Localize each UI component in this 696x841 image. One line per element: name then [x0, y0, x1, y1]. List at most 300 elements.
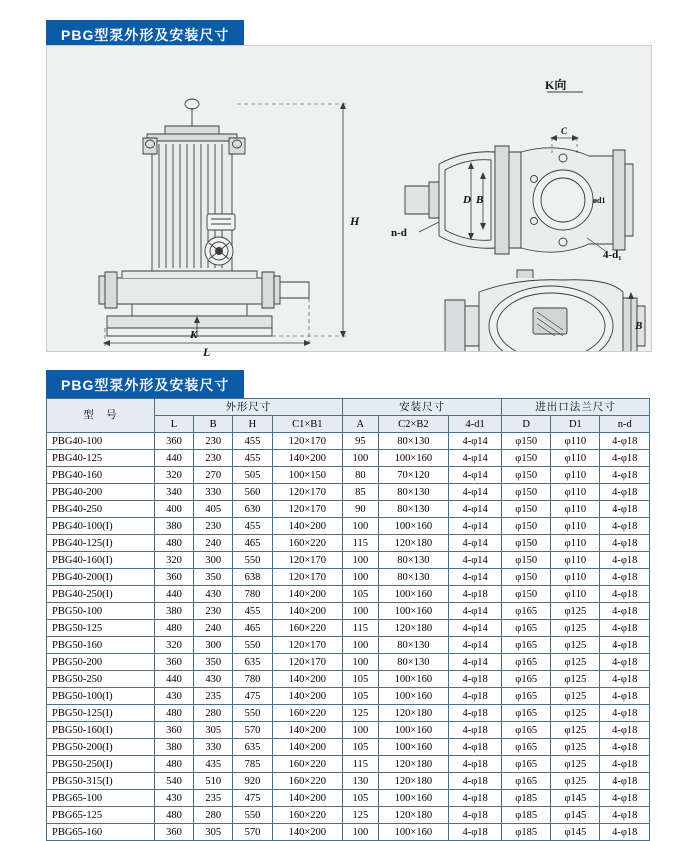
cell-c1b1: 160×220 — [272, 620, 343, 637]
header-col-h: H — [233, 416, 272, 433]
cell-c2b2: 70×120 — [378, 467, 449, 484]
cell-4d1: 4-φ14 — [449, 484, 502, 501]
cell-c1b1: 100×150 — [272, 467, 343, 484]
cell-l: 360 — [154, 569, 193, 586]
table-row — [47, 501, 650, 518]
header-col-c1b1: C1×B1 — [272, 416, 343, 433]
cell-4d1: 4-φ14 — [449, 620, 502, 637]
cell-c1b1: 140×200 — [272, 603, 343, 620]
cell-c2b2: 100×160 — [378, 518, 449, 535]
cell-a: 100 — [343, 603, 379, 620]
cell-c1b1: 160×220 — [272, 705, 343, 722]
header-col-d: D — [502, 416, 551, 433]
cell-c2b2: 100×160 — [378, 790, 449, 807]
cell-4d1: 4-φ14 — [449, 535, 502, 552]
cell-model: PBG50-100 — [47, 603, 155, 620]
cell-d1: φ145 — [551, 790, 600, 807]
cell-h: 570 — [233, 824, 272, 841]
label-n-d: n-d — [391, 227, 407, 239]
table-head — [47, 399, 650, 433]
cell-d1: φ125 — [551, 705, 600, 722]
cell-model: PBG40-160 — [47, 467, 155, 484]
table-row — [47, 722, 650, 739]
cell-l: 360 — [154, 433, 193, 450]
cell-model: PBG40-200 — [47, 484, 155, 501]
cell-l: 320 — [154, 552, 193, 569]
cell-a: 115 — [343, 756, 379, 773]
cell-4d1: 4-φ18 — [449, 722, 502, 739]
label-k-arrow: K — [190, 329, 198, 341]
cell-c1b1: 140×200 — [272, 671, 343, 688]
cell-4d1: 4-φ18 — [449, 807, 502, 824]
cell-b: 305 — [194, 824, 233, 841]
cell-h: 465 — [233, 620, 272, 637]
cell-h: 455 — [233, 450, 272, 467]
cell-a: 115 — [343, 535, 379, 552]
cell-model: PBG65-160 — [47, 824, 155, 841]
header-col-c2b2: C2×B2 — [378, 416, 449, 433]
cell-nd: 4-φ18 — [600, 688, 650, 705]
cell-model: PBG50-100(I) — [47, 688, 155, 705]
cell-b: 430 — [194, 671, 233, 688]
cell-model: PBG40-250(I) — [47, 586, 155, 603]
cell-h: 630 — [233, 501, 272, 518]
cell-d1: φ125 — [551, 620, 600, 637]
cell-l: 430 — [154, 688, 193, 705]
cell-model: PBG50-250 — [47, 671, 155, 688]
cell-a: 105 — [343, 739, 379, 756]
cell-c2b2: 100×160 — [378, 450, 449, 467]
cell-4d1: 4-φ14 — [449, 637, 502, 654]
cell-d: φ165 — [502, 705, 551, 722]
cell-model: PBG40-250 — [47, 501, 155, 518]
cell-d: φ165 — [502, 620, 551, 637]
header-flange-group: 进出口法兰尺寸 — [502, 399, 650, 416]
cell-h: 550 — [233, 552, 272, 569]
cell-h: 560 — [233, 484, 272, 501]
cell-c1b1: 160×220 — [272, 756, 343, 773]
cell-a: 105 — [343, 671, 379, 688]
header-col-4d1: 4-d1 — [449, 416, 502, 433]
cell-d: φ150 — [502, 552, 551, 569]
cell-4d1: 4-φ18 — [449, 790, 502, 807]
cell-4d1: 4-φ18 — [449, 688, 502, 705]
cell-h: 780 — [233, 586, 272, 603]
cell-l: 340 — [154, 484, 193, 501]
header-outline-group: 外形尺寸 — [154, 399, 342, 416]
cell-c1b1: 140×200 — [272, 722, 343, 739]
cell-a: 115 — [343, 620, 379, 637]
cell-d1: φ145 — [551, 807, 600, 824]
cell-b: 305 — [194, 722, 233, 739]
cell-h: 455 — [233, 518, 272, 535]
cell-model: PBG65-125 — [47, 807, 155, 824]
table-row — [47, 484, 650, 501]
cell-a: 80 — [343, 467, 379, 484]
cell-l: 320 — [154, 467, 193, 484]
drawing-panel — [46, 45, 652, 359]
cell-model: PBG50-125 — [47, 620, 155, 637]
table-row — [47, 773, 650, 790]
cell-b: 300 — [194, 552, 233, 569]
cell-h: 505 — [233, 467, 272, 484]
cell-h: 455 — [233, 433, 272, 450]
cell-a: 100 — [343, 518, 379, 535]
cell-c1b1: 120×170 — [272, 501, 343, 518]
label-b-plan: B — [635, 320, 643, 332]
table-row — [47, 790, 650, 807]
cell-model: PBG40-125 — [47, 450, 155, 467]
cell-c1b1: 120×170 — [272, 569, 343, 586]
cell-b: 330 — [194, 484, 233, 501]
cell-a: 125 — [343, 705, 379, 722]
cell-d1: φ110 — [551, 501, 600, 518]
cell-l: 440 — [154, 450, 193, 467]
cell-l: 380 — [154, 603, 193, 620]
cell-c2b2: 120×180 — [378, 807, 449, 824]
cell-4d1: 4-φ14 — [449, 518, 502, 535]
cell-d1: φ110 — [551, 484, 600, 501]
cell-c2b2: 80×130 — [378, 569, 449, 586]
label-d1-small: ød1 — [593, 196, 606, 205]
dimensions-table-wrapper — [46, 398, 650, 841]
cell-b: 240 — [194, 535, 233, 552]
cell-l: 480 — [154, 620, 193, 637]
cell-c2b2: 120×180 — [378, 773, 449, 790]
cell-c1b1: 140×200 — [272, 790, 343, 807]
cell-model: PBG50-160(I) — [47, 722, 155, 739]
label-h: H — [350, 214, 360, 228]
cell-h: 635 — [233, 654, 272, 671]
table-body — [47, 433, 650, 841]
table-row — [47, 535, 650, 552]
cell-b: 240 — [194, 620, 233, 637]
cell-d1: φ110 — [551, 467, 600, 484]
cell-4d1: 4-φ14 — [449, 467, 502, 484]
table-row — [47, 756, 650, 773]
cell-c2b2: 120×180 — [378, 535, 449, 552]
cell-nd: 4-φ18 — [600, 603, 650, 620]
cell-l: 360 — [154, 654, 193, 671]
cell-model: PBG65-100 — [47, 790, 155, 807]
cell-a: 100 — [343, 637, 379, 654]
cell-a: 100 — [343, 450, 379, 467]
cell-l: 320 — [154, 637, 193, 654]
cell-b: 435 — [194, 756, 233, 773]
cell-a: 85 — [343, 484, 379, 501]
table-row — [47, 433, 650, 450]
cell-a: 105 — [343, 688, 379, 705]
cell-4d1: 4-φ18 — [449, 773, 502, 790]
cell-b: 350 — [194, 654, 233, 671]
cell-4d1: 4-φ18 — [449, 671, 502, 688]
cell-a: 130 — [343, 773, 379, 790]
cell-model: PBG40-125(I) — [47, 535, 155, 552]
cell-nd: 4-φ18 — [600, 620, 650, 637]
label-l: L — [203, 345, 211, 359]
cell-d1: φ125 — [551, 671, 600, 688]
table-row — [47, 824, 650, 841]
cell-c1b1: 120×170 — [272, 654, 343, 671]
cell-d1: φ125 — [551, 756, 600, 773]
cell-b: 230 — [194, 603, 233, 620]
cell-d: φ165 — [502, 756, 551, 773]
cell-l: 360 — [154, 824, 193, 841]
cell-a: 100 — [343, 654, 379, 671]
cell-l: 480 — [154, 756, 193, 773]
cell-c2b2: 100×160 — [378, 722, 449, 739]
cell-l: 440 — [154, 671, 193, 688]
cell-l: 430 — [154, 790, 193, 807]
cell-c1b1: 160×220 — [272, 773, 343, 790]
cell-b: 230 — [194, 518, 233, 535]
cell-l: 440 — [154, 586, 193, 603]
cell-model: PBG50-200(I) — [47, 739, 155, 756]
cell-model: PBG50-250(I) — [47, 756, 155, 773]
cell-d1: φ110 — [551, 586, 600, 603]
cell-a: 90 — [343, 501, 379, 518]
cell-nd: 4-φ18 — [600, 739, 650, 756]
cell-h: 465 — [233, 535, 272, 552]
cell-a: 105 — [343, 586, 379, 603]
cell-model: PBG40-100(I) — [47, 518, 155, 535]
cell-d: φ150 — [502, 501, 551, 518]
cell-h: 638 — [233, 569, 272, 586]
table-group-header-row — [47, 399, 650, 416]
header-col-b: B — [194, 416, 233, 433]
cell-b: 430 — [194, 586, 233, 603]
cell-nd: 4-φ18 — [600, 807, 650, 824]
cell-d1: φ145 — [551, 824, 600, 841]
cell-d: φ165 — [502, 688, 551, 705]
cell-nd: 4-φ18 — [600, 433, 650, 450]
cell-d1: φ110 — [551, 552, 600, 569]
cell-h: 475 — [233, 790, 272, 807]
cell-4d1: 4-φ18 — [449, 586, 502, 603]
cell-c1b1: 120×170 — [272, 552, 343, 569]
cell-l: 480 — [154, 705, 193, 722]
cell-nd: 4-φ18 — [600, 450, 650, 467]
header-install-group: 安装尺寸 — [343, 399, 502, 416]
cell-nd: 4-φ18 — [600, 671, 650, 688]
cell-d1: φ125 — [551, 654, 600, 671]
cell-d: φ165 — [502, 654, 551, 671]
cell-a: 95 — [343, 433, 379, 450]
cell-h: 570 — [233, 722, 272, 739]
cell-h: 785 — [233, 756, 272, 773]
cell-4d1: 4-φ18 — [449, 739, 502, 756]
label-b-kview: B — [476, 194, 484, 206]
cell-l: 360 — [154, 722, 193, 739]
cell-4d1: 4-φ14 — [449, 569, 502, 586]
cell-c2b2: 100×160 — [378, 603, 449, 620]
cell-c1b1: 140×200 — [272, 518, 343, 535]
cell-d: φ165 — [502, 603, 551, 620]
cell-c1b1: 160×220 — [272, 807, 343, 824]
cell-model: PBG40-200(I) — [47, 569, 155, 586]
cell-d1: φ125 — [551, 603, 600, 620]
cell-h: 475 — [233, 688, 272, 705]
cell-d1: φ125 — [551, 739, 600, 756]
table-row — [47, 807, 650, 824]
cell-a: 125 — [343, 807, 379, 824]
cell-c2b2: 80×130 — [378, 552, 449, 569]
cell-h: 455 — [233, 603, 272, 620]
cell-b: 405 — [194, 501, 233, 518]
cell-nd: 4-φ18 — [600, 824, 650, 841]
cell-c2b2: 100×160 — [378, 671, 449, 688]
cell-h: 550 — [233, 705, 272, 722]
cell-d: φ165 — [502, 773, 551, 790]
cell-nd: 4-φ18 — [600, 790, 650, 807]
cell-c2b2: 120×180 — [378, 756, 449, 773]
cell-d1: φ110 — [551, 535, 600, 552]
table-row — [47, 467, 650, 484]
cell-b: 510 — [194, 773, 233, 790]
cell-4d1: 4-φ18 — [449, 824, 502, 841]
cell-l: 400 — [154, 501, 193, 518]
table-row — [47, 688, 650, 705]
cell-c2b2: 80×130 — [378, 484, 449, 501]
table-row — [47, 603, 650, 620]
cell-b: 350 — [194, 569, 233, 586]
cell-b: 300 — [194, 637, 233, 654]
section-title-drawing: PBG型泵外形及安装尺寸 — [46, 20, 244, 51]
cell-d1: φ125 — [551, 688, 600, 705]
cell-c2b2: 80×130 — [378, 637, 449, 654]
table-row — [47, 671, 650, 688]
cell-h: 550 — [233, 637, 272, 654]
table-row — [47, 569, 650, 586]
cell-a: 100 — [343, 824, 379, 841]
cell-4d1: 4-φ14 — [449, 603, 502, 620]
label-d-kview: D — [463, 194, 471, 206]
cell-d: φ150 — [502, 586, 551, 603]
cell-l: 480 — [154, 807, 193, 824]
cell-4d1: 4-φ18 — [449, 705, 502, 722]
cell-h: 550 — [233, 807, 272, 824]
table-row — [47, 654, 650, 671]
cell-model: PBG40-100 — [47, 433, 155, 450]
cell-nd: 4-φ18 — [600, 501, 650, 518]
cell-d1: φ110 — [551, 569, 600, 586]
cell-c2b2: 100×160 — [378, 739, 449, 756]
cell-c2b2: 100×160 — [378, 688, 449, 705]
cell-h: 920 — [233, 773, 272, 790]
cell-d: φ150 — [502, 433, 551, 450]
cell-c2b2: 80×130 — [378, 654, 449, 671]
cell-a: 105 — [343, 790, 379, 807]
cell-h: 635 — [233, 739, 272, 756]
cell-4d1: 4-φ14 — [449, 450, 502, 467]
cell-d: φ185 — [502, 790, 551, 807]
cell-l: 380 — [154, 739, 193, 756]
cell-nd: 4-φ18 — [600, 535, 650, 552]
cell-4d1: 4-φ14 — [449, 501, 502, 518]
table-row — [47, 518, 650, 535]
cell-d1: φ125 — [551, 773, 600, 790]
cell-d: φ165 — [502, 739, 551, 756]
cell-c1b1: 120×170 — [272, 484, 343, 501]
cell-d: φ150 — [502, 569, 551, 586]
cell-4d1: 4-φ14 — [449, 433, 502, 450]
cell-b: 330 — [194, 739, 233, 756]
cell-c2b2: 100×160 — [378, 824, 449, 841]
cell-h: 780 — [233, 671, 272, 688]
section-title-table: PBG型泵外形及安装尺寸 — [46, 370, 244, 401]
cell-model: PBG50-160 — [47, 637, 155, 654]
cell-nd: 4-φ18 — [600, 722, 650, 739]
cell-b: 270 — [194, 467, 233, 484]
cell-c1b1: 120×170 — [272, 433, 343, 450]
cell-d: φ150 — [502, 450, 551, 467]
cell-nd: 4-φ18 — [600, 773, 650, 790]
cell-d: φ150 — [502, 467, 551, 484]
cell-4d1: 4-φ18 — [449, 756, 502, 773]
cell-b: 235 — [194, 688, 233, 705]
table-row — [47, 552, 650, 569]
cell-b: 280 — [194, 807, 233, 824]
cell-d1: φ110 — [551, 450, 600, 467]
cell-c2b2: 80×130 — [378, 501, 449, 518]
cell-c1b1: 160×220 — [272, 535, 343, 552]
label-c-small: C — [561, 126, 568, 136]
cell-4d1: 4-φ14 — [449, 552, 502, 569]
label-4-d1: 4-d₁ — [603, 249, 622, 261]
cell-l: 380 — [154, 518, 193, 535]
cell-model: PBG50-200 — [47, 654, 155, 671]
cell-4d1: 4-φ14 — [449, 654, 502, 671]
cell-b: 280 — [194, 705, 233, 722]
table-row — [47, 586, 650, 603]
cell-nd: 4-φ18 — [600, 654, 650, 671]
cell-nd: 4-φ18 — [600, 552, 650, 569]
cell-d: φ185 — [502, 824, 551, 841]
cell-nd: 4-φ18 — [600, 637, 650, 654]
cell-c1b1: 140×200 — [272, 586, 343, 603]
cell-c2b2: 80×130 — [378, 433, 449, 450]
table-row — [47, 705, 650, 722]
cell-nd: 4-φ18 — [600, 518, 650, 535]
cell-c1b1: 140×200 — [272, 688, 343, 705]
cell-d: φ150 — [502, 484, 551, 501]
cell-a: 100 — [343, 569, 379, 586]
cell-model: PBG40-160(I) — [47, 552, 155, 569]
cell-a: 100 — [343, 722, 379, 739]
cell-c2b2: 120×180 — [378, 620, 449, 637]
cell-d: φ150 — [502, 535, 551, 552]
cell-c1b1: 140×200 — [272, 824, 343, 841]
cell-a: 100 — [343, 552, 379, 569]
cell-nd: 4-φ18 — [600, 756, 650, 773]
cell-b: 230 — [194, 433, 233, 450]
cell-d1: φ110 — [551, 433, 600, 450]
cell-nd: 4-φ18 — [600, 484, 650, 501]
cell-d1: φ110 — [551, 518, 600, 535]
cell-d: φ165 — [502, 722, 551, 739]
cell-nd: 4-φ18 — [600, 586, 650, 603]
cell-model: PBG50-315(I) — [47, 773, 155, 790]
cell-c2b2: 100×160 — [378, 586, 449, 603]
cell-d: φ150 — [502, 518, 551, 535]
cell-d: φ165 — [502, 671, 551, 688]
cell-model: PBG50-125(I) — [47, 705, 155, 722]
cell-d: φ165 — [502, 637, 551, 654]
header-col-a: A — [343, 416, 379, 433]
cell-c1b1: 140×200 — [272, 450, 343, 467]
cell-nd: 4-φ18 — [600, 705, 650, 722]
header-col-d1: D1 — [551, 416, 600, 433]
